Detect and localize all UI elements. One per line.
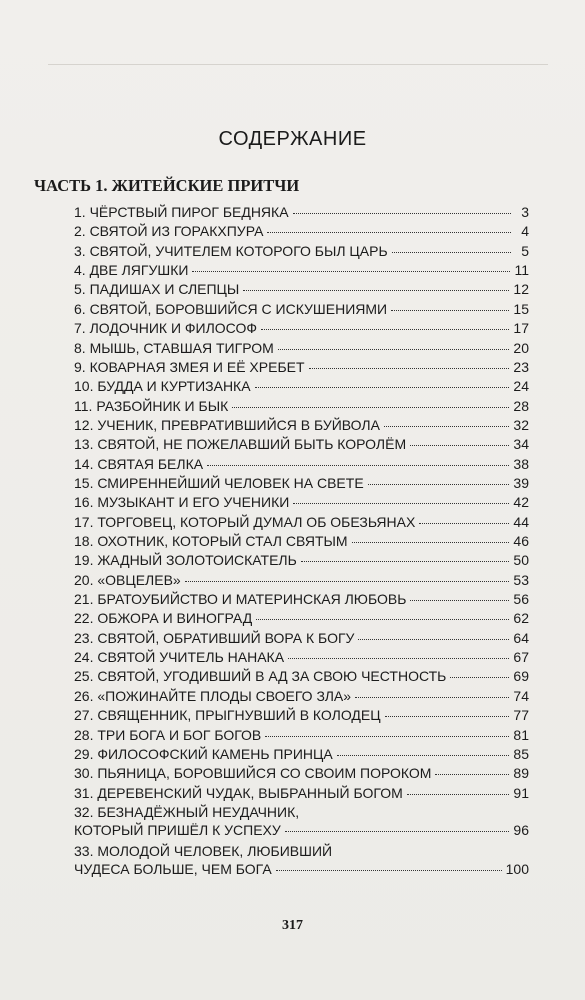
dot-leader bbox=[256, 618, 509, 620]
toc-entry bbox=[74, 551, 529, 569]
toc-entry-page: 64 bbox=[513, 629, 529, 646]
dot-leader bbox=[384, 425, 509, 427]
toc-entry-title: ЧУДЕСА БОЛЬШЕ, ЧЕМ БОГА bbox=[74, 860, 272, 877]
toc-entry bbox=[74, 242, 529, 260]
dot-leader bbox=[352, 541, 510, 543]
toc-entry-page: 46 bbox=[513, 533, 529, 549]
dot-leader bbox=[261, 328, 509, 330]
toc-entry-page: 91 bbox=[513, 784, 529, 801]
toc-entry-page: 38 bbox=[513, 455, 529, 472]
toc-entry-page: 81 bbox=[513, 726, 529, 743]
toc-entry-page: 39 bbox=[513, 474, 529, 491]
dot-leader bbox=[392, 251, 511, 253]
toc-entry-title: 24. СВЯТОЙ УЧИТЕЛЬ НАНАКА bbox=[74, 649, 285, 666]
toc-entry-title: 2. СВЯТОЙ ИЗ ГОРАКХПУРА bbox=[74, 223, 264, 240]
toc-entry-page: 15 bbox=[513, 300, 529, 317]
toc-entry-page: 74 bbox=[513, 687, 529, 704]
toc-entry bbox=[74, 339, 529, 357]
toc-entry-page: 69 bbox=[513, 668, 529, 685]
toc-entry bbox=[74, 222, 529, 240]
toc-entry-title: 12. УЧЕНИК, ПРЕВРАТИВШИЙСЯ В БУЙВОЛА bbox=[74, 416, 380, 433]
toc-entry-title: 17. ТОРГОВЕЦ, КОТОРЫЙ ДУМАЛ ОБ ОБЕЗЬЯНАХ bbox=[74, 513, 416, 530]
dot-leader bbox=[232, 406, 509, 408]
toc-entry-page: 89 bbox=[513, 765, 529, 782]
toc-entry-title: 3. СВЯТОЙ, УЧИТЕЛЕМ КОТОРОГО БЫЛ ЦАРЬ bbox=[74, 242, 388, 259]
dot-leader bbox=[288, 657, 509, 659]
dot-leader bbox=[407, 793, 510, 795]
toc-entry-page: 50 bbox=[513, 552, 529, 569]
toc-entry bbox=[74, 397, 529, 415]
toc-entry-title: 20. «ОВЦЕЛЕВ» bbox=[74, 571, 181, 588]
toc-entry bbox=[74, 764, 529, 782]
toc-entry-title: 27. СВЯЩЕННИК, ПРЫГНУВШИЙ В КОЛОДЕЦ bbox=[74, 707, 381, 724]
toc-entry bbox=[74, 803, 529, 839]
toc-entry-page: 53 bbox=[513, 571, 529, 588]
toc-entry bbox=[74, 571, 529, 589]
toc-entry-page: 12 bbox=[513, 281, 529, 298]
toc-entry-page: 23 bbox=[513, 358, 529, 375]
page-number: 317 bbox=[282, 918, 303, 933]
dot-leader bbox=[192, 270, 510, 272]
dot-leader bbox=[385, 715, 510, 717]
toc-entry-page: 77 bbox=[513, 707, 529, 724]
toc-entry-page: 20 bbox=[513, 339, 529, 356]
dot-leader bbox=[410, 599, 509, 601]
toc-entry-title: 32. БЕЗНАДЁЖНЫЙ НЕУДАЧНИК, bbox=[74, 803, 300, 820]
toc-entry-page: 32 bbox=[513, 416, 529, 433]
toc-entry bbox=[74, 377, 529, 395]
toc-entry-page: 3 bbox=[521, 204, 529, 220]
toc-entry-title: 18. ОХОТНИК, КОТОРЫЙ СТАЛ СВЯТЫМ bbox=[74, 533, 348, 549]
toc-entry bbox=[74, 280, 529, 298]
dot-leader bbox=[207, 464, 509, 466]
toc-entry-title: 25. СВЯТОЙ, УГОДИВШИЙ В АД ЗА СВОЮ ЧЕСТНОСТЬ bbox=[74, 668, 447, 685]
dot-leader bbox=[450, 676, 509, 678]
dot-leader bbox=[255, 386, 510, 388]
dot-leader bbox=[309, 367, 510, 369]
dot-leader bbox=[243, 289, 509, 291]
toc-entry bbox=[74, 319, 529, 337]
toc-entry-title: 29. ФИЛОСОФСКИЙ КАМЕНЬ ПРИНЦА bbox=[74, 745, 333, 762]
toc-entry bbox=[74, 455, 529, 473]
toc-entry-title: 8. МЫШЬ, СТАВШАЯ ТИГРОМ bbox=[74, 339, 274, 356]
toc-entry-page: 44 bbox=[513, 513, 529, 530]
toc-entry bbox=[74, 726, 529, 744]
toc-entry bbox=[74, 261, 529, 279]
toc-entry bbox=[74, 629, 529, 647]
dot-leader bbox=[435, 773, 509, 775]
toc-entry-page: 11 bbox=[514, 262, 529, 279]
dot-leader bbox=[391, 309, 509, 311]
dot-leader bbox=[368, 483, 510, 485]
toc-entry bbox=[74, 203, 529, 221]
toc-entry-page: 96 bbox=[513, 821, 529, 838]
toc-entry-page: 42 bbox=[513, 494, 529, 511]
toc-entry bbox=[74, 532, 529, 550]
toc-entry-title: 22. ОБЖОРА И ВИНОГРАД bbox=[74, 610, 253, 627]
toc-entry-title: 11. РАЗБОЙНИК И БЫК bbox=[74, 397, 229, 414]
part-heading: ЧАСТЬ 1. ЖИТЕЙСКИЕ ПРИТЧИ bbox=[34, 176, 300, 195]
dot-leader bbox=[410, 444, 509, 446]
dot-leader bbox=[267, 231, 511, 233]
toc-entry-title: 1. ЧЁРСТВЫЙ ПИРОГ БЕДНЯКА bbox=[74, 204, 289, 220]
toc-entry-title: 14. СВЯТАЯ БЕЛКА bbox=[74, 455, 204, 472]
toc-entry-title: 16. МУЗЫКАНТ И ЕГО УЧЕНИКИ bbox=[74, 494, 290, 511]
dot-leader bbox=[293, 212, 511, 214]
toc-entry bbox=[74, 745, 529, 763]
toc-entry-title: 7. ЛОДОЧНИК И ФИЛОСОФ bbox=[74, 320, 258, 337]
toc-entry-page: 67 bbox=[513, 649, 529, 666]
toc-entry-title: 4. ДВЕ ЛЯГУШКИ bbox=[74, 262, 189, 279]
toc-entry-title: КОТОРЫЙ ПРИШЁЛ К УСПЕХУ bbox=[74, 821, 281, 838]
toc-entry-title: 28. ТРИ БОГА И БОГ БОГОВ bbox=[74, 726, 262, 743]
toc-entry-page: 4 bbox=[521, 223, 529, 240]
toc-entry bbox=[74, 842, 529, 878]
toc-entry-page: 17 bbox=[513, 320, 529, 337]
toc-entry-page: 5 bbox=[521, 242, 529, 259]
toc-entry bbox=[74, 648, 529, 666]
toc-entry-title: 10. БУДДА И КУРТИЗАНКА bbox=[74, 378, 251, 395]
dot-leader bbox=[285, 830, 510, 832]
toc-entry bbox=[74, 706, 529, 724]
dot-leader bbox=[265, 735, 509, 737]
toc-entry bbox=[74, 513, 529, 531]
toc-entry-title: 21. БРАТОУБИЙСТВО И МАТЕРИНСКАЯ ЛЮБОВЬ bbox=[74, 591, 407, 607]
toc-entry-page: 56 bbox=[513, 591, 529, 607]
toc-entry-title: 31. ДЕРЕВЕНСКИЙ ЧУДАК, ВЫБРАННЫЙ БОГОМ bbox=[74, 784, 403, 801]
dot-leader bbox=[301, 560, 510, 562]
toc-entry-title: 26. «ПОЖИНАЙТЕ ПЛОДЫ СВОЕГО ЗЛА» bbox=[74, 687, 352, 704]
toc-entry-page: 24 bbox=[513, 378, 529, 395]
toc-entry-title: 33. МОЛОДОЙ ЧЕЛОВЕК, ЛЮБИВШИЙ bbox=[74, 842, 333, 859]
toc-entry-page: 28 bbox=[513, 397, 529, 414]
toc-entry bbox=[74, 474, 529, 492]
toc-entry-title: 19. ЖАДНЫЙ ЗОЛОТОИСКАТЕЛЬ bbox=[74, 552, 297, 569]
toc-entry bbox=[74, 493, 529, 511]
dot-leader bbox=[337, 754, 510, 756]
toc-entry-page: 85 bbox=[513, 745, 529, 762]
toc-entry-title: 15. СМИРЕННЕЙШИЙ ЧЕЛОВЕК НА СВЕТЕ bbox=[74, 474, 364, 491]
toc-entry-title: 23. СВЯТОЙ, ОБРАТИВШИЙ ВОРА К БОГУ bbox=[74, 629, 355, 646]
dot-leader bbox=[276, 869, 502, 871]
toc-entry bbox=[74, 667, 529, 685]
toc-entry bbox=[74, 687, 529, 705]
toc-entry bbox=[74, 435, 529, 453]
dot-leader bbox=[185, 580, 510, 582]
toc-entry bbox=[74, 609, 529, 627]
toc-entry-title: 5. ПАДИШАХ И СЛЕПЦЫ bbox=[74, 281, 240, 298]
toc-entry-page: 62 bbox=[513, 610, 529, 627]
toc-entry-page: 100 bbox=[505, 860, 529, 877]
toc-entry bbox=[74, 300, 529, 318]
toc-entry bbox=[74, 590, 529, 608]
dot-leader bbox=[355, 696, 509, 698]
dot-leader bbox=[419, 522, 509, 524]
dot-leader bbox=[293, 502, 509, 504]
toc-entry bbox=[74, 416, 529, 434]
dot-leader bbox=[278, 348, 510, 350]
toc-entry-page: 34 bbox=[513, 436, 529, 453]
dot-leader bbox=[358, 638, 509, 640]
toc-entry-title: 13. СВЯТОЙ, НЕ ПОЖЕЛАВШИЙ БЫТЬ КОРОЛЁМ bbox=[74, 436, 407, 453]
toc-entry-title: 30. ПЬЯНИЦА, БОРОВШИЙСЯ СО СВОИМ ПОРОКОМ bbox=[74, 765, 432, 782]
toc-entry bbox=[74, 784, 529, 802]
toc-entry bbox=[74, 358, 529, 376]
toc-heading: СОДЕРЖАНИЕ bbox=[218, 128, 367, 150]
toc-entry-title: 9. КОВАРНАЯ ЗМЕЯ И ЕЁ ХРЕБЕТ bbox=[74, 358, 305, 375]
toc-entry-title: 6. СВЯТОЙ, БОРОВШИЙСЯ С ИСКУШЕНИЯМИ bbox=[74, 300, 388, 317]
